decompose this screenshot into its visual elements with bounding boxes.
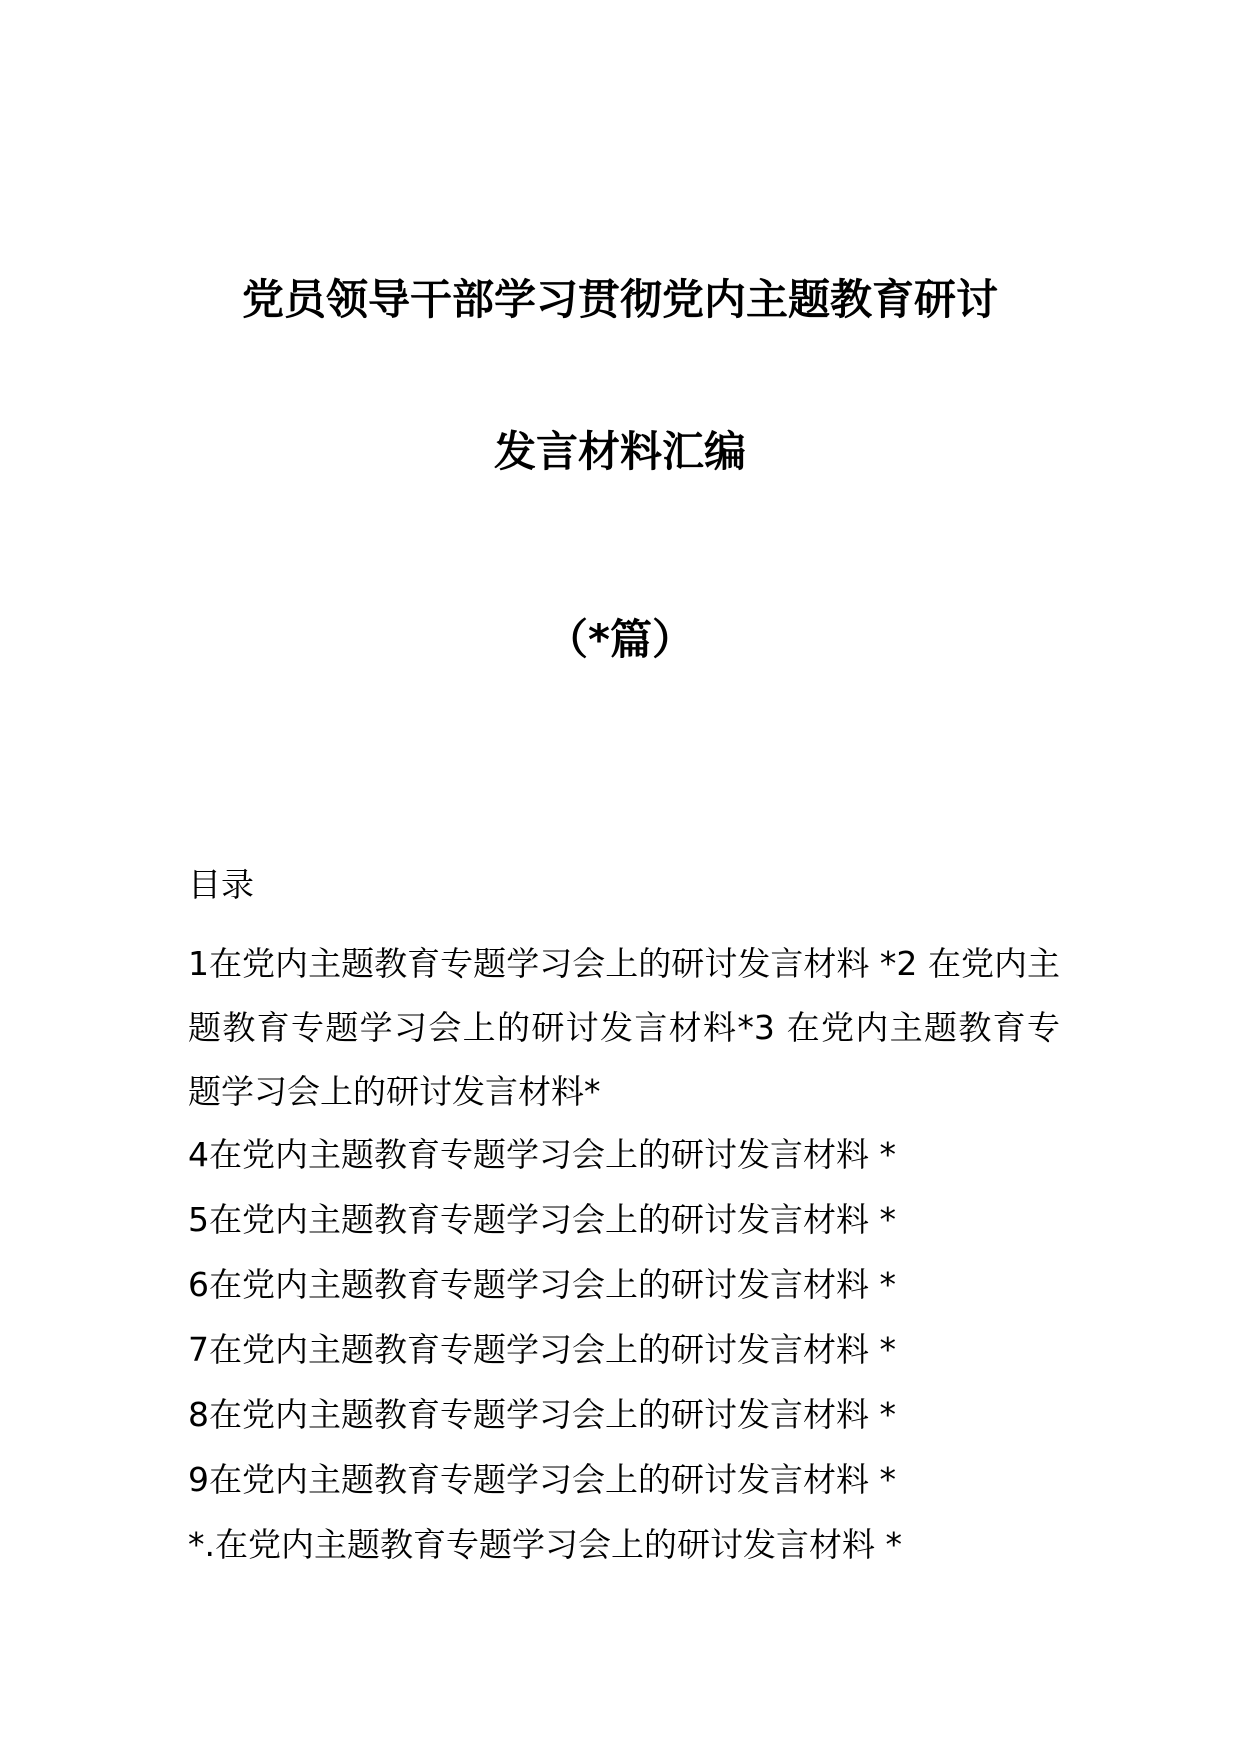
document-title-line-1: 党员领导干部学习贯彻党内主题教育研讨 <box>241 275 998 324</box>
document-title-count: （*篇） <box>546 615 694 664</box>
toc-heading: 目录 <box>188 865 254 904</box>
toc-entry-8: 8在党内主题教育专题学习会上的研讨发言材料 * <box>188 1395 896 1434</box>
toc-entry-6: 6在党内主题教育专题学习会上的研讨发言材料 * <box>188 1265 896 1304</box>
toc-entries-1-3: 1在党内主题教育专题学习会上的研讨发言材料 *2 在党内主题教育专题学习会上的研讨发言材料*3 在党内主题教育专题学习会上的研讨发言材料* <box>188 944 1060 1111</box>
toc-entry-4: 4在党内主题教育专题学习会上的研讨发言材料 * <box>188 1135 896 1174</box>
toc-entry-5: 5在党内主题教育专题学习会上的研讨发言材料 * <box>188 1200 896 1239</box>
document-title-line-2: 发言材料汇编 <box>493 427 746 476</box>
toc-entry-7: 7在党内主题教育专题学习会上的研讨发言材料 * <box>188 1330 896 1369</box>
toc-entry-9: 9在党内主题教育专题学习会上的研讨发言材料 * <box>188 1460 896 1499</box>
toc-entry-10: *.在党内主题教育专题学习会上的研讨发言材料 * <box>188 1525 902 1564</box>
